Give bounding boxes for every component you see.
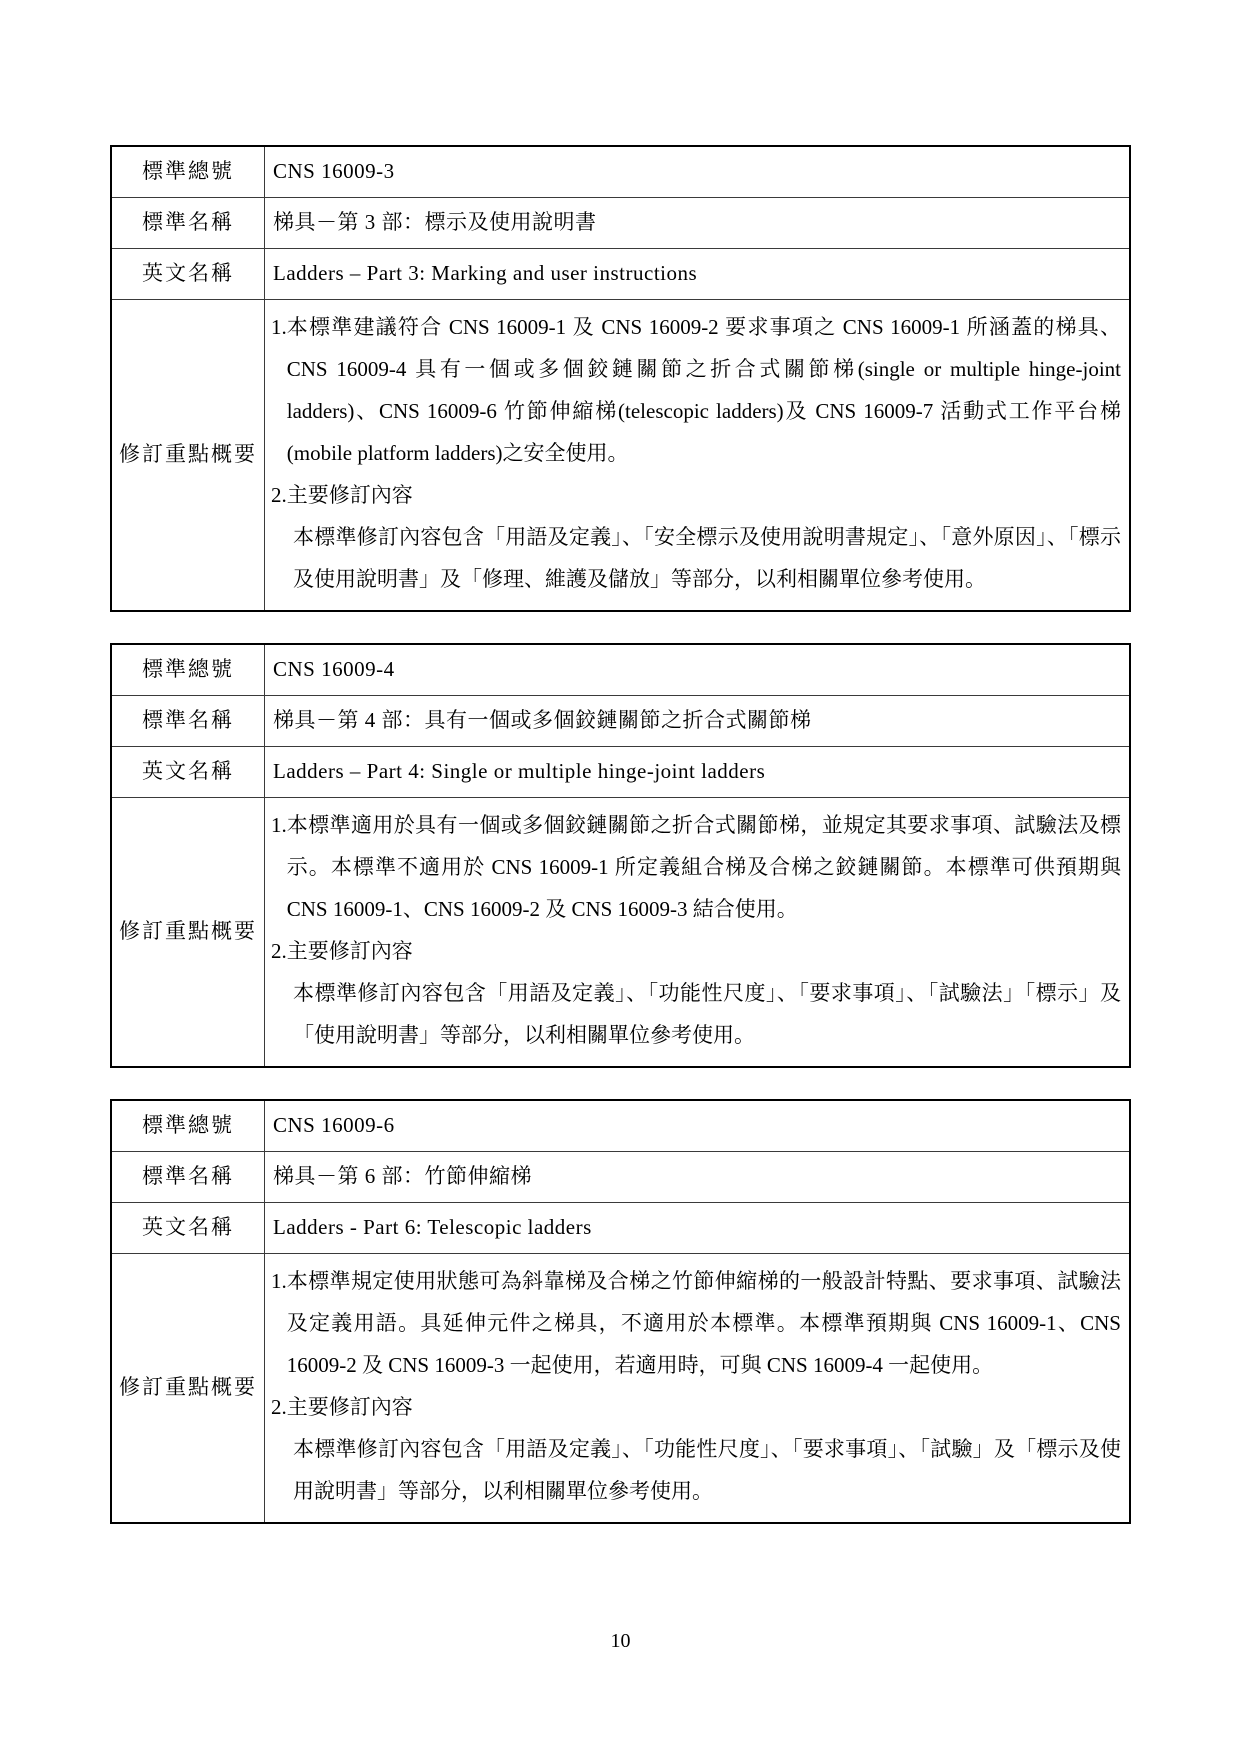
summary-item-2 [271, 1386, 1121, 1428]
standard-table-cns-16009-4 [110, 643, 1131, 1068]
row-label-standard-number: 標準總號 [111, 644, 265, 696]
english-name-value: Ladders - Part 6: Telescopic ladders [265, 1203, 1131, 1254]
revision-summary-value [265, 1254, 1131, 1524]
item-sub-text: 本標準修訂內容包含「用語及定義」、「功能性尺度」、「要求事項」、「試驗法」「標示」及「使用說明書」等部分，以利相關單位參考使用。 [293, 981, 1121, 1047]
summary-item-1 [271, 1260, 1121, 1386]
item-text: 本標準規定使用狀態可為斜靠梯及合梯之竹節伸縮梯的一般設計特點、要求事項、試驗法及定義用語。具延伸元件之梯具，不適用於本標準。本標準預期與 CNS 16009-1、CNS 16009-2 及 CNS 16009-3 一起使用，若適用時，可與 CNS 16009-4 一起使用。 [286, 1269, 1121, 1377]
item-number: 1. [271, 1269, 287, 1293]
table-row [111, 1254, 1130, 1524]
row-label-standard-number: 標準總號 [111, 1100, 265, 1152]
table-row [111, 1203, 1130, 1254]
item-sub-text: 本標準修訂內容包含「用語及定義」、「安全標示及使用說明書規定」、「意外原因」、「標示及使用說明書」及「修理、維護及儲放」等部分，以利相關單位參考使用。 [293, 525, 1121, 591]
table-row [111, 249, 1130, 300]
table-row [111, 696, 1130, 747]
table-row [111, 146, 1130, 198]
standard-number-value: CNS 16009-4 [265, 644, 1131, 696]
row-label-english-name: 英文名稱 [111, 1203, 265, 1254]
row-label-standard-name: 標準名稱 [111, 696, 265, 747]
item-sub-text: 本標準修訂內容包含「用語及定義」、「功能性尺度」、「要求事項」、「試驗」及「標示及使用說明書」等部分，以利相關單位參考使用。 [293, 1437, 1121, 1503]
standard-name-value: 梯具－第 4 部：具有一個或多個鉸鏈關節之折合式關節梯 [265, 696, 1131, 747]
standard-number-value: CNS 16009-6 [265, 1100, 1131, 1152]
row-label-revision-summary: 修訂重點概要 [111, 300, 265, 612]
item-text: 主要修訂內容 [286, 483, 413, 507]
row-label-revision-summary: 修訂重點概要 [111, 1254, 265, 1524]
row-label-standard-number: 標準總號 [111, 146, 265, 198]
row-label-standard-name: 標準名稱 [111, 198, 265, 249]
english-name-value: Ladders – Part 3: Marking and user instructions [265, 249, 1131, 300]
english-name-value: Ladders – Part 4: Single or multiple hinge-joint ladders [265, 747, 1131, 798]
item-text: 主要修訂內容 [286, 1395, 413, 1419]
standard-number-value: CNS 16009-3 [265, 146, 1131, 198]
item-text: 本標準適用於具有一個或多個鉸鏈關節之折合式關節梯，並規定其要求事項、試驗法及標示。本標準不適用於 CNS 16009-1 所定義組合梯及合梯之鉸鏈關節。本標準可供預期與 CNS 16009-1、CNS 16009-2 及 CNS 16009-3 結合使用。 [286, 813, 1121, 921]
standard-table-cns-16009-3 [110, 145, 1131, 612]
item-number: 1. [271, 813, 287, 837]
table-row [111, 1100, 1130, 1152]
revision-summary-value [265, 300, 1131, 612]
standard-table-cns-16009-6 [110, 1099, 1131, 1524]
item-number: 2. [271, 1395, 287, 1419]
table-row [111, 300, 1130, 612]
row-label-revision-summary: 修訂重點概要 [111, 798, 265, 1068]
summary-item-1 [271, 804, 1121, 930]
table-row [111, 747, 1130, 798]
row-label-standard-name: 標準名稱 [111, 1152, 265, 1203]
standard-name-value: 梯具－第 6 部：竹節伸縮梯 [265, 1152, 1131, 1203]
table-row [111, 798, 1130, 1068]
item-text: 主要修訂內容 [286, 939, 413, 963]
page-number: 10 [610, 1630, 631, 1652]
summary-item-2 [271, 930, 1121, 972]
item-number: 1. [271, 315, 287, 339]
item-number: 2. [271, 483, 287, 507]
document-content [110, 145, 1131, 1555]
revision-summary-value [265, 798, 1131, 1068]
item-number: 2. [271, 939, 287, 963]
table-row [111, 1152, 1130, 1203]
table-row [111, 198, 1130, 249]
item-text: 本標準建議符合 CNS 16009-1 及 CNS 16009-2 要求事項之 CNS 16009-1 所涵蓋的梯具、CNS 16009-4 具有一個或多個鉸鏈關節之折合式關節梯(single or multiple hinge-joint ladders)、CNS 16009-6 竹節伸縮梯(telescopic ladders)及 CNS 16009-7 活動式工作平台梯(mobile platform ladders)之安全使用。 [286, 315, 1121, 465]
summary-item-1 [271, 306, 1121, 474]
standard-name-value: 梯具－第 3 部：標示及使用說明書 [265, 198, 1131, 249]
row-label-english-name: 英文名稱 [111, 747, 265, 798]
row-label-english-name: 英文名稱 [111, 249, 265, 300]
table-row [111, 644, 1130, 696]
summary-item-2 [271, 474, 1121, 516]
